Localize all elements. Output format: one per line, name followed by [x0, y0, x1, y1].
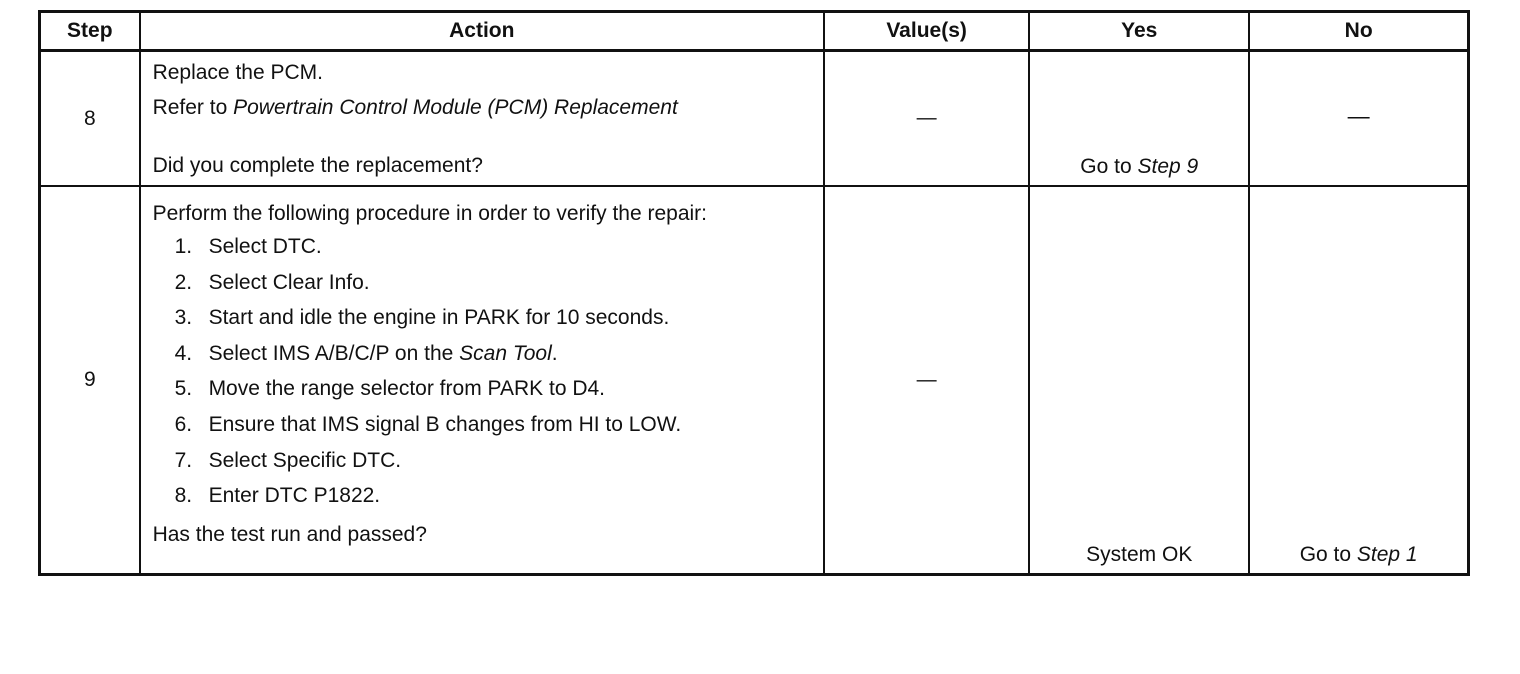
list-item — [175, 341, 813, 377]
list-text: Start and idle the engine in PARK for 10 seconds. — [208, 306, 670, 330]
header-action: Action — [140, 12, 824, 51]
table-row — [40, 186, 1469, 575]
yes-cell — [1029, 186, 1249, 575]
reference-prefix: Refer to — [152, 96, 234, 119]
list-item — [175, 234, 813, 270]
action-question: Did you complete the replacement? — [152, 154, 483, 177]
list-suffix: . — [551, 341, 558, 365]
list-text: Select Specific DTC. — [208, 448, 402, 472]
list-italic: Scan Tool — [459, 341, 552, 365]
procedure-list — [153, 234, 813, 519]
no-cell — [1249, 186, 1468, 575]
table-row — [40, 51, 1469, 187]
no-prefix: Go to — [1299, 543, 1357, 566]
list-number: 1. — [174, 235, 193, 258]
header-values: Value(s) — [824, 12, 1029, 51]
action-intro: Perform the following procedure in order to verify the repair: — [152, 202, 707, 225]
yes-step-link[interactable]: Step 9 — [1137, 155, 1199, 178]
list-item — [175, 305, 813, 341]
list-number: 5. — [174, 377, 193, 401]
no-step-link[interactable]: Step 1 — [1356, 543, 1418, 566]
step-number: 9 — [40, 186, 140, 575]
action-reference — [153, 95, 813, 120]
list-item — [175, 483, 813, 519]
list-number: 7. — [174, 448, 193, 472]
list-number: 8. — [174, 484, 193, 508]
no-outcome: — — [1347, 102, 1370, 128]
list-text: Enter DTC P1822. — [208, 484, 381, 508]
list-item — [175, 270, 813, 306]
action-cell — [140, 186, 824, 575]
list-item — [175, 376, 813, 412]
list-number: 6. — [174, 412, 193, 436]
diagnostic-table — [38, 10, 1470, 576]
yes-cell — [1029, 51, 1249, 187]
action-line: Replace the PCM. — [152, 61, 323, 84]
list-number: 3. — [174, 306, 193, 330]
list-text: Ensure that IMS signal B changes from HI to LOW. — [208, 412, 682, 436]
value-cell: — — [824, 51, 1029, 187]
list-number: 4. — [174, 341, 193, 365]
header-step: Step — [40, 12, 140, 51]
yes-outcome[interactable] — [1030, 155, 1248, 179]
header-row — [40, 12, 1469, 51]
value-cell: — — [824, 186, 1029, 575]
list-text: Select DTC. — [208, 235, 322, 258]
list-text: Select Clear Info. — [208, 270, 370, 294]
list-text: Select IMS A/B/C/P on the — [208, 341, 460, 365]
list-item — [175, 412, 813, 448]
action-cell — [140, 51, 824, 187]
list-number: 2. — [174, 270, 193, 294]
list-item — [175, 448, 813, 484]
header-yes: Yes — [1029, 12, 1249, 51]
no-outcome[interactable] — [1250, 543, 1467, 567]
list-text: Move the range selector from PARK to D4. — [208, 377, 606, 401]
yes-outcome: System OK — [1086, 543, 1193, 566]
yes-prefix: Go to — [1080, 155, 1138, 178]
step-number: 8 — [40, 51, 140, 187]
header-no: No — [1249, 12, 1468, 51]
action-question: Has the test run and passed? — [152, 522, 427, 546]
reference-link[interactable]: Powertrain Control Module (PCM) Replacement — [233, 96, 678, 119]
no-cell — [1249, 51, 1468, 187]
